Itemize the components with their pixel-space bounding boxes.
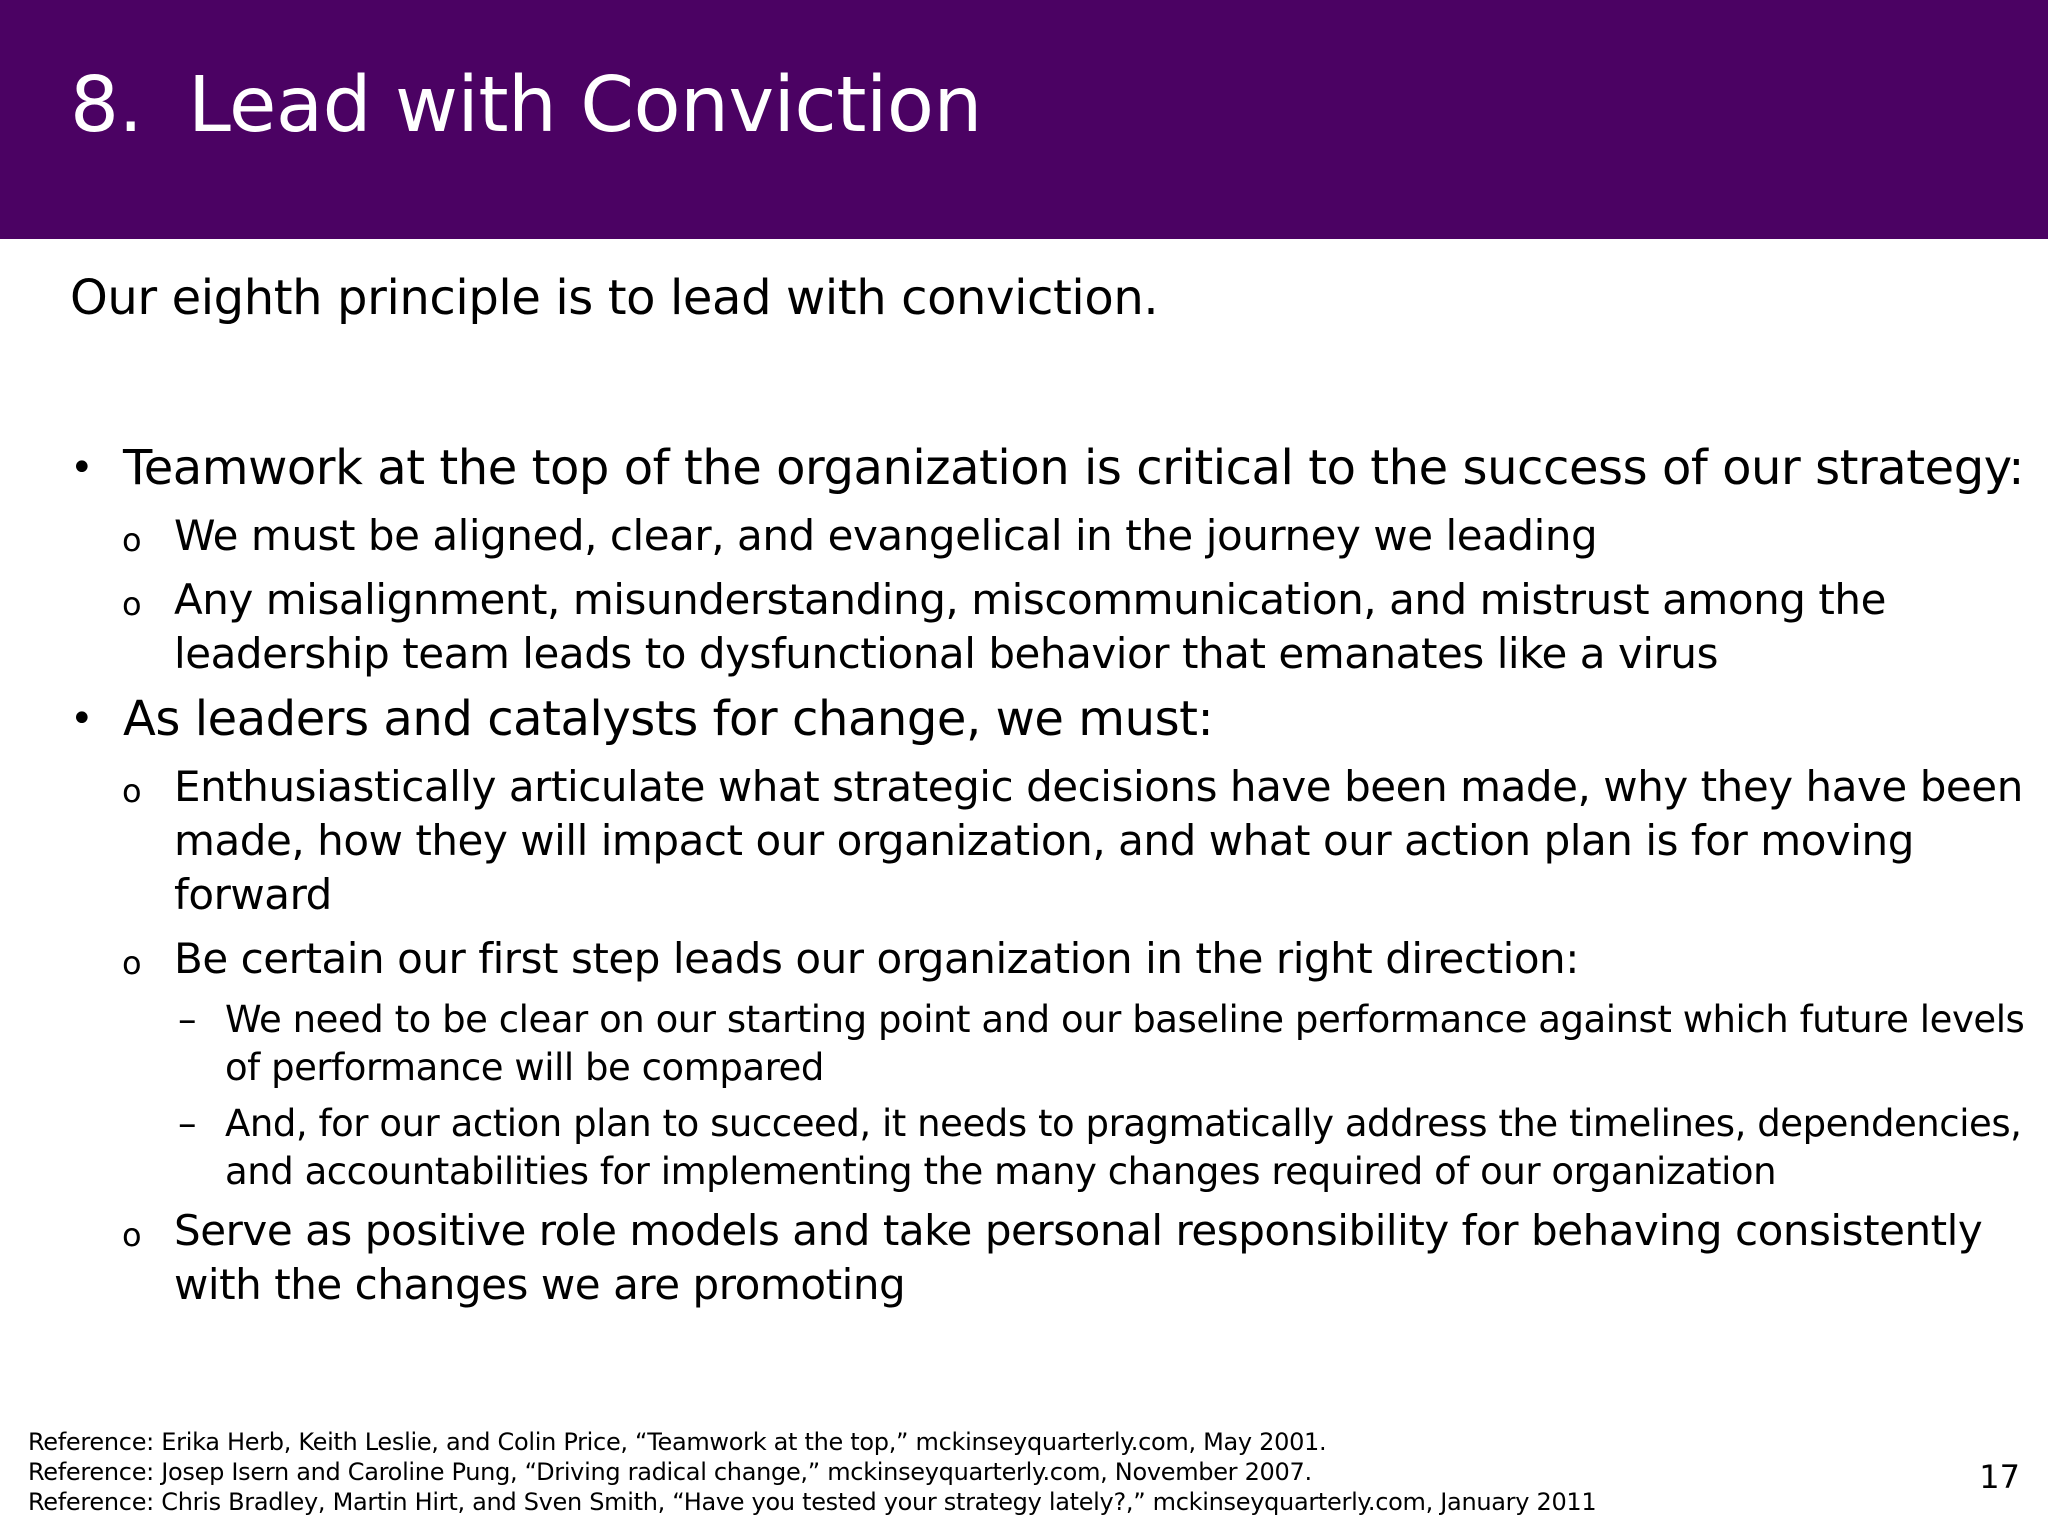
sub-bullet-text: Enthusiastically articulate what strategic decisions have been made, why they have been	[174, 762, 2023, 811]
bullet-text: As leaders and catalysts for change, we must:	[123, 691, 1214, 747]
dash-marker: –	[178, 998, 197, 1041]
sub-bullet-item	[70, 932, 2000, 986]
bullet-marker: •	[70, 696, 94, 742]
bullet-marker: •	[70, 445, 94, 491]
dash-item	[70, 996, 2025, 1092]
sub-bullet-marker: o	[122, 1216, 142, 1254]
sub-bullet-text: with the changes we are promoting	[174, 1260, 906, 1309]
references	[28, 1427, 1596, 1517]
sub-bullet-text: made, how they will impact our organization, and what our action plan is for moving	[174, 816, 1914, 865]
sub-bullet-item	[70, 1204, 2000, 1312]
sub-bullet-text: leadership team leads to dysfunctional behavior that emanates like a virus	[174, 629, 1719, 678]
sub-bullet-marker: o	[122, 772, 142, 810]
reference-line: Reference: Josep Isern and Caroline Pung, “Driving radical change,” mckinseyquarterly.com, November 2007.	[28, 1458, 1312, 1486]
sub-bullet-text: Be certain our first step leads our organization in the right direction:	[174, 934, 1579, 983]
dash-text: We need to be clear on our starting point and our baseline performance against which future levels	[225, 998, 2025, 1041]
slide-title-number: 8.	[70, 61, 143, 150]
sub-bullet-item	[70, 760, 2023, 922]
dash-text: And, for our action plan to succeed, it needs to pragmatically address the timelines, dependencies,	[225, 1102, 2022, 1145]
sub-bullet-marker: o	[122, 585, 142, 623]
dash-item	[70, 1100, 2022, 1196]
sub-bullet-text: We must be aligned, clear, and evangelical in the journey we leading	[174, 511, 1598, 560]
title-bar	[0, 0, 2048, 239]
sub-bullet-marker: o	[122, 944, 142, 982]
slide-title	[70, 60, 982, 152]
sub-bullet-text: Any misalignment, misunderstanding, miscommunication, and mistrust among the	[174, 575, 1886, 624]
bullet-item-leaders	[70, 691, 2000, 748]
reference-line: Reference: Chris Bradley, Martin Hirt, and Sven Smith, “Have you tested your strategy lately?,” mckinseyquarterly.com, January 2011	[28, 1488, 1597, 1516]
sub-bullet-item	[70, 573, 2000, 681]
sub-bullet-item	[70, 509, 2000, 563]
dash-text: and accountabilities for implementing the many changes required of our organization	[225, 1150, 1777, 1193]
intro-text: Our eighth principle is to lead with conviction.	[70, 270, 1159, 326]
dash-marker: –	[178, 1102, 197, 1145]
bullet-list	[70, 440, 2025, 1322]
bullet-text: Teamwork at the top of the organization is critical to the success of our strategy:	[123, 440, 2024, 496]
reference-line: Reference: Erika Herb, Keith Leslie, and Colin Price, “Teamwork at the top,” mckinseyquarterly.com, May 2001.	[28, 1428, 1327, 1456]
sub-bullet-text: forward	[174, 870, 332, 919]
page-number: 17	[1979, 1458, 2020, 1496]
dash-text: of performance will be compared	[225, 1046, 824, 1089]
bullet-item-teamwork	[70, 440, 2024, 497]
sub-bullet-marker: o	[122, 521, 142, 559]
slide-title-text: Lead with Conviction	[188, 61, 982, 150]
sub-bullet-text: Serve as positive role models and take personal responsibility for behaving consistently	[174, 1206, 1983, 1255]
